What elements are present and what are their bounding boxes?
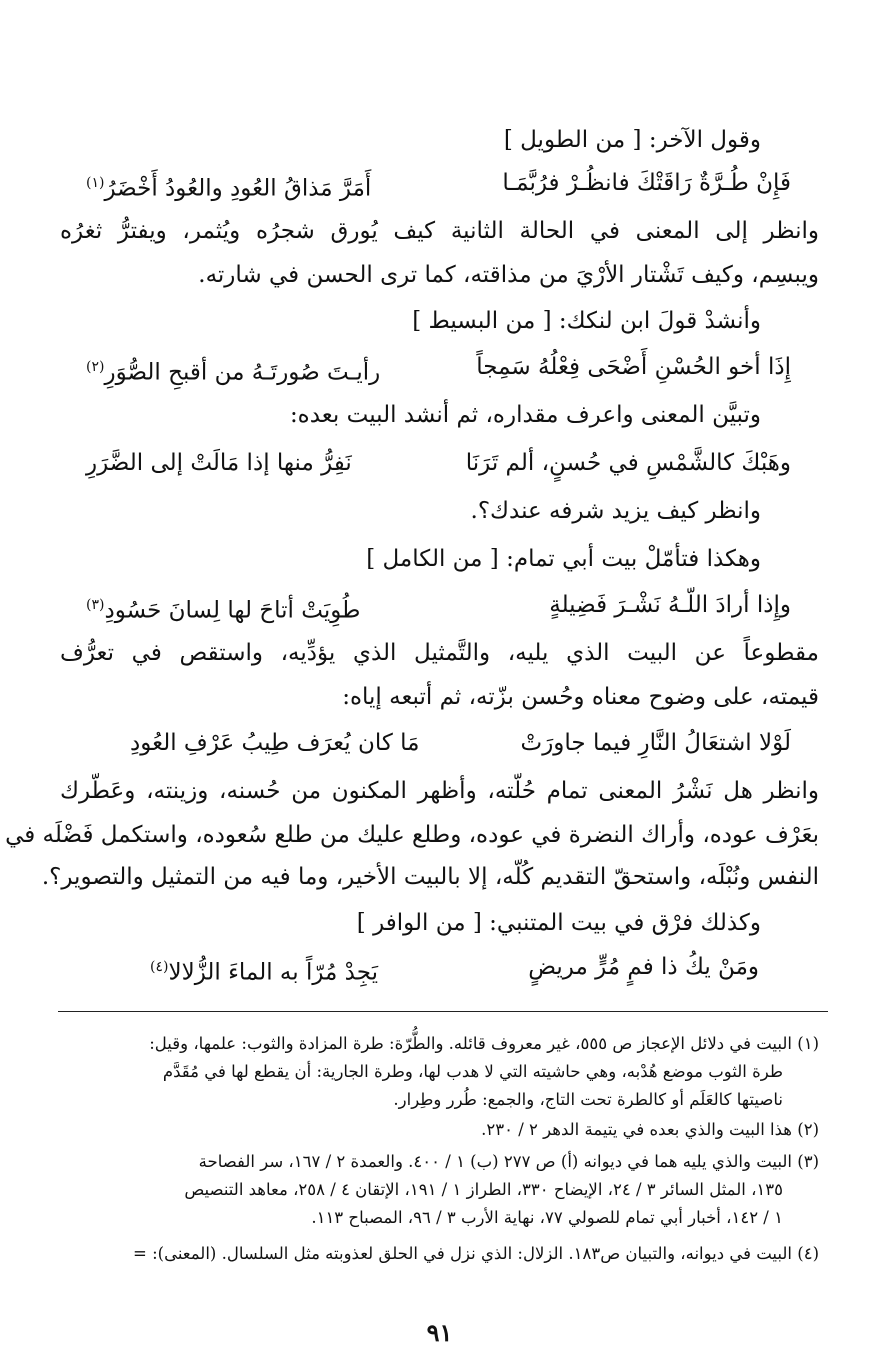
footnote-marker-3: (٣)	[86, 597, 105, 613]
intro-line-1: وقول الآخر: [ من الطويل ]	[503, 127, 761, 153]
verse-5-hemistich-1: لَوْلا اشتعَالُ النَّارِ فيما جاورَتْ	[520, 730, 791, 756]
paragraph-3-line-1: وانظر هل نَشْرُ المعنى تمام حُلّته، وأظهر المكنون من حُسنه، وزينته، وعَطّرك	[60, 778, 819, 804]
verse-text: طُوِيَتْ أتاحَ لها لِسانَ حَسُودِ	[104, 597, 361, 624]
footnote-marker-1: (١)	[86, 175, 105, 191]
verse-1-hemistich-2	[86, 166, 371, 206]
footnote-2: (٢) هذا البيت والذي بعده في يتيمة الدهر ٢ / ٢٣٠.	[481, 1120, 819, 1139]
footnote-marker-2: (٢)	[86, 359, 105, 375]
footnote-3-line-1: (٣) البيت والذي يليه هما في ديوانه (أ) ص ٢٧٧ (ب) ١ / ٤٠٠. والعمدة ٢ / ١٦٧، سر الفصاحة	[198, 1152, 819, 1171]
footnote-1-line-3: ناصيتها كالعَلَم أو كالطرة تحت التاج، والجمع: طُرر وطِرار.	[393, 1090, 783, 1109]
paragraph-1-line-1: وانظر إلى المعنى في الحالة الثانية كيف يُورق شجرُه ويُثمر، ويفترُّ ثغرُه	[60, 218, 819, 244]
footnote-3-line-3: ١ / ١٤٢، أخبار أبي تمام للصولي ٧٧، نهاية الأرب ٣ / ٩٦، المصباح ١١٣.	[311, 1208, 783, 1227]
verse-6-hemistich-2	[150, 950, 378, 990]
verse-4-hemistich-2	[86, 588, 360, 628]
verse-2-hemistich-1: إِذَا أخو الحُسْنِ أَضْحَى فِعْلُهُ سَمِجاً	[476, 354, 791, 380]
footnote-1-line-1: (١) البيت في دلائل الإعجاز ص ٥٥٥، غير معروف قائله. والطُّرّة: طرة المزادة والثوب: علمها، وقيل:	[149, 1034, 819, 1053]
footnote-1-line-2: طرة الثوب موضع هُدْبه، وهي حاشيته التي لا هدب لها، وطرة الجارية: أن يقطع لها في مُقَدَّم	[162, 1062, 783, 1081]
paragraph-2-line-2: قيمته، على وضوح معناه وحُسن بزّته، ثم أتبعه إياه:	[342, 684, 819, 710]
footnote-separator	[58, 1011, 828, 1012]
verse-6-hemistich-1: ومَنْ يكُ ذا فمٍ مُرٍّ مريضٍ	[528, 954, 759, 980]
verse-1-hemistich-1: فَإِنْ طُـرَّةٌ رَاقَتْكَ فانظُـرْ فرُبَّمَـا	[502, 170, 791, 196]
verse-text: أَمَرَّ مَذاقُ العُودِ والعُودُ أَخْضَرُ	[104, 175, 372, 202]
verse-3-hemistich-1: وهَبْكَ كالشَّمْسِ في حُسنٍ، ألم تَرَنَا	[465, 450, 791, 476]
intro-line-2: وأنشدْ قولَ ابن لنكك: [ من البسيط ]	[412, 308, 761, 334]
verse-5-hemistich-2: مَا كان يُعرَف طِيبُ عَرْفِ العُودِ	[130, 730, 420, 756]
page-number: ٩١	[426, 1318, 453, 1347]
intro-line-6: وكذلك فرْق في بيت المتنبي: [ من الوافر ]	[356, 910, 761, 936]
verse-text: يَجِدْ مُرّاً به الماءَ الزُّلالا	[168, 959, 379, 986]
intro-line-3: وتبيَّن المعنى واعرف مقداره، ثم أنشد البيت بعده:	[289, 402, 761, 428]
paragraph-1-line-2: ويبسِم، وكيف تَشْتار الأرْيَ من مذاقته، كما ترى الحسن في شارته.	[198, 262, 819, 288]
paragraph-3-line-3: النفس ونُبْلَه، واستحقّ التقديم كُلّه، إلا بالبيت الأخير، وما فيه من التمثيل والتصوير؟.	[41, 864, 819, 890]
intro-line-5: وهكذا فتأمّلْ بيت أبي تمام: [ من الكامل ]	[366, 546, 761, 572]
footnote-3-line-2: ١٣٥، المثل السائر ٣ / ٢٤، الإيضاح ٣٣٠، الطراز ١ / ١٩١، الإتقان ٤ / ٢٥٨، معاهد التنصيص	[184, 1180, 783, 1199]
paragraph-3-line-2: بعَرْف عوده، وأراك النضرة في عوده، وطلع عليك من طلع سُعوده، واستكمل فَضْلَه في	[5, 822, 819, 848]
verse-3-hemistich-2: نَفِرُّ منها إذا مَالَتْ إلى الضَّرَرِ	[86, 450, 352, 476]
verse-2-hemistich-2	[86, 350, 380, 390]
intro-line-4: وانظر كيف يزيد شرفه عندك؟.	[470, 498, 761, 524]
verse-text: رأيـتَ صُورتَـهُ من أقبحِ الصُّوَرِ	[104, 359, 381, 386]
verse-4-hemistich-1: وإِذا أرادَ اللّـهُ نَشْـرَ فَضِيلةٍ	[549, 592, 791, 618]
paragraph-2-line-1: مقطوعاً عن البيت الذي يليه، والتَّمثيل الذي يؤدِّيه، واستقص في تعرُّف	[60, 640, 819, 666]
footnote-4: (٤) البيت في ديوانه، والتبيان ص١٨٣. الزلال: الذي نزل في الحلق لعذوبته مثل السلسال. (المعنى): =	[133, 1244, 819, 1263]
footnote-marker-4: (٤)	[150, 959, 169, 975]
